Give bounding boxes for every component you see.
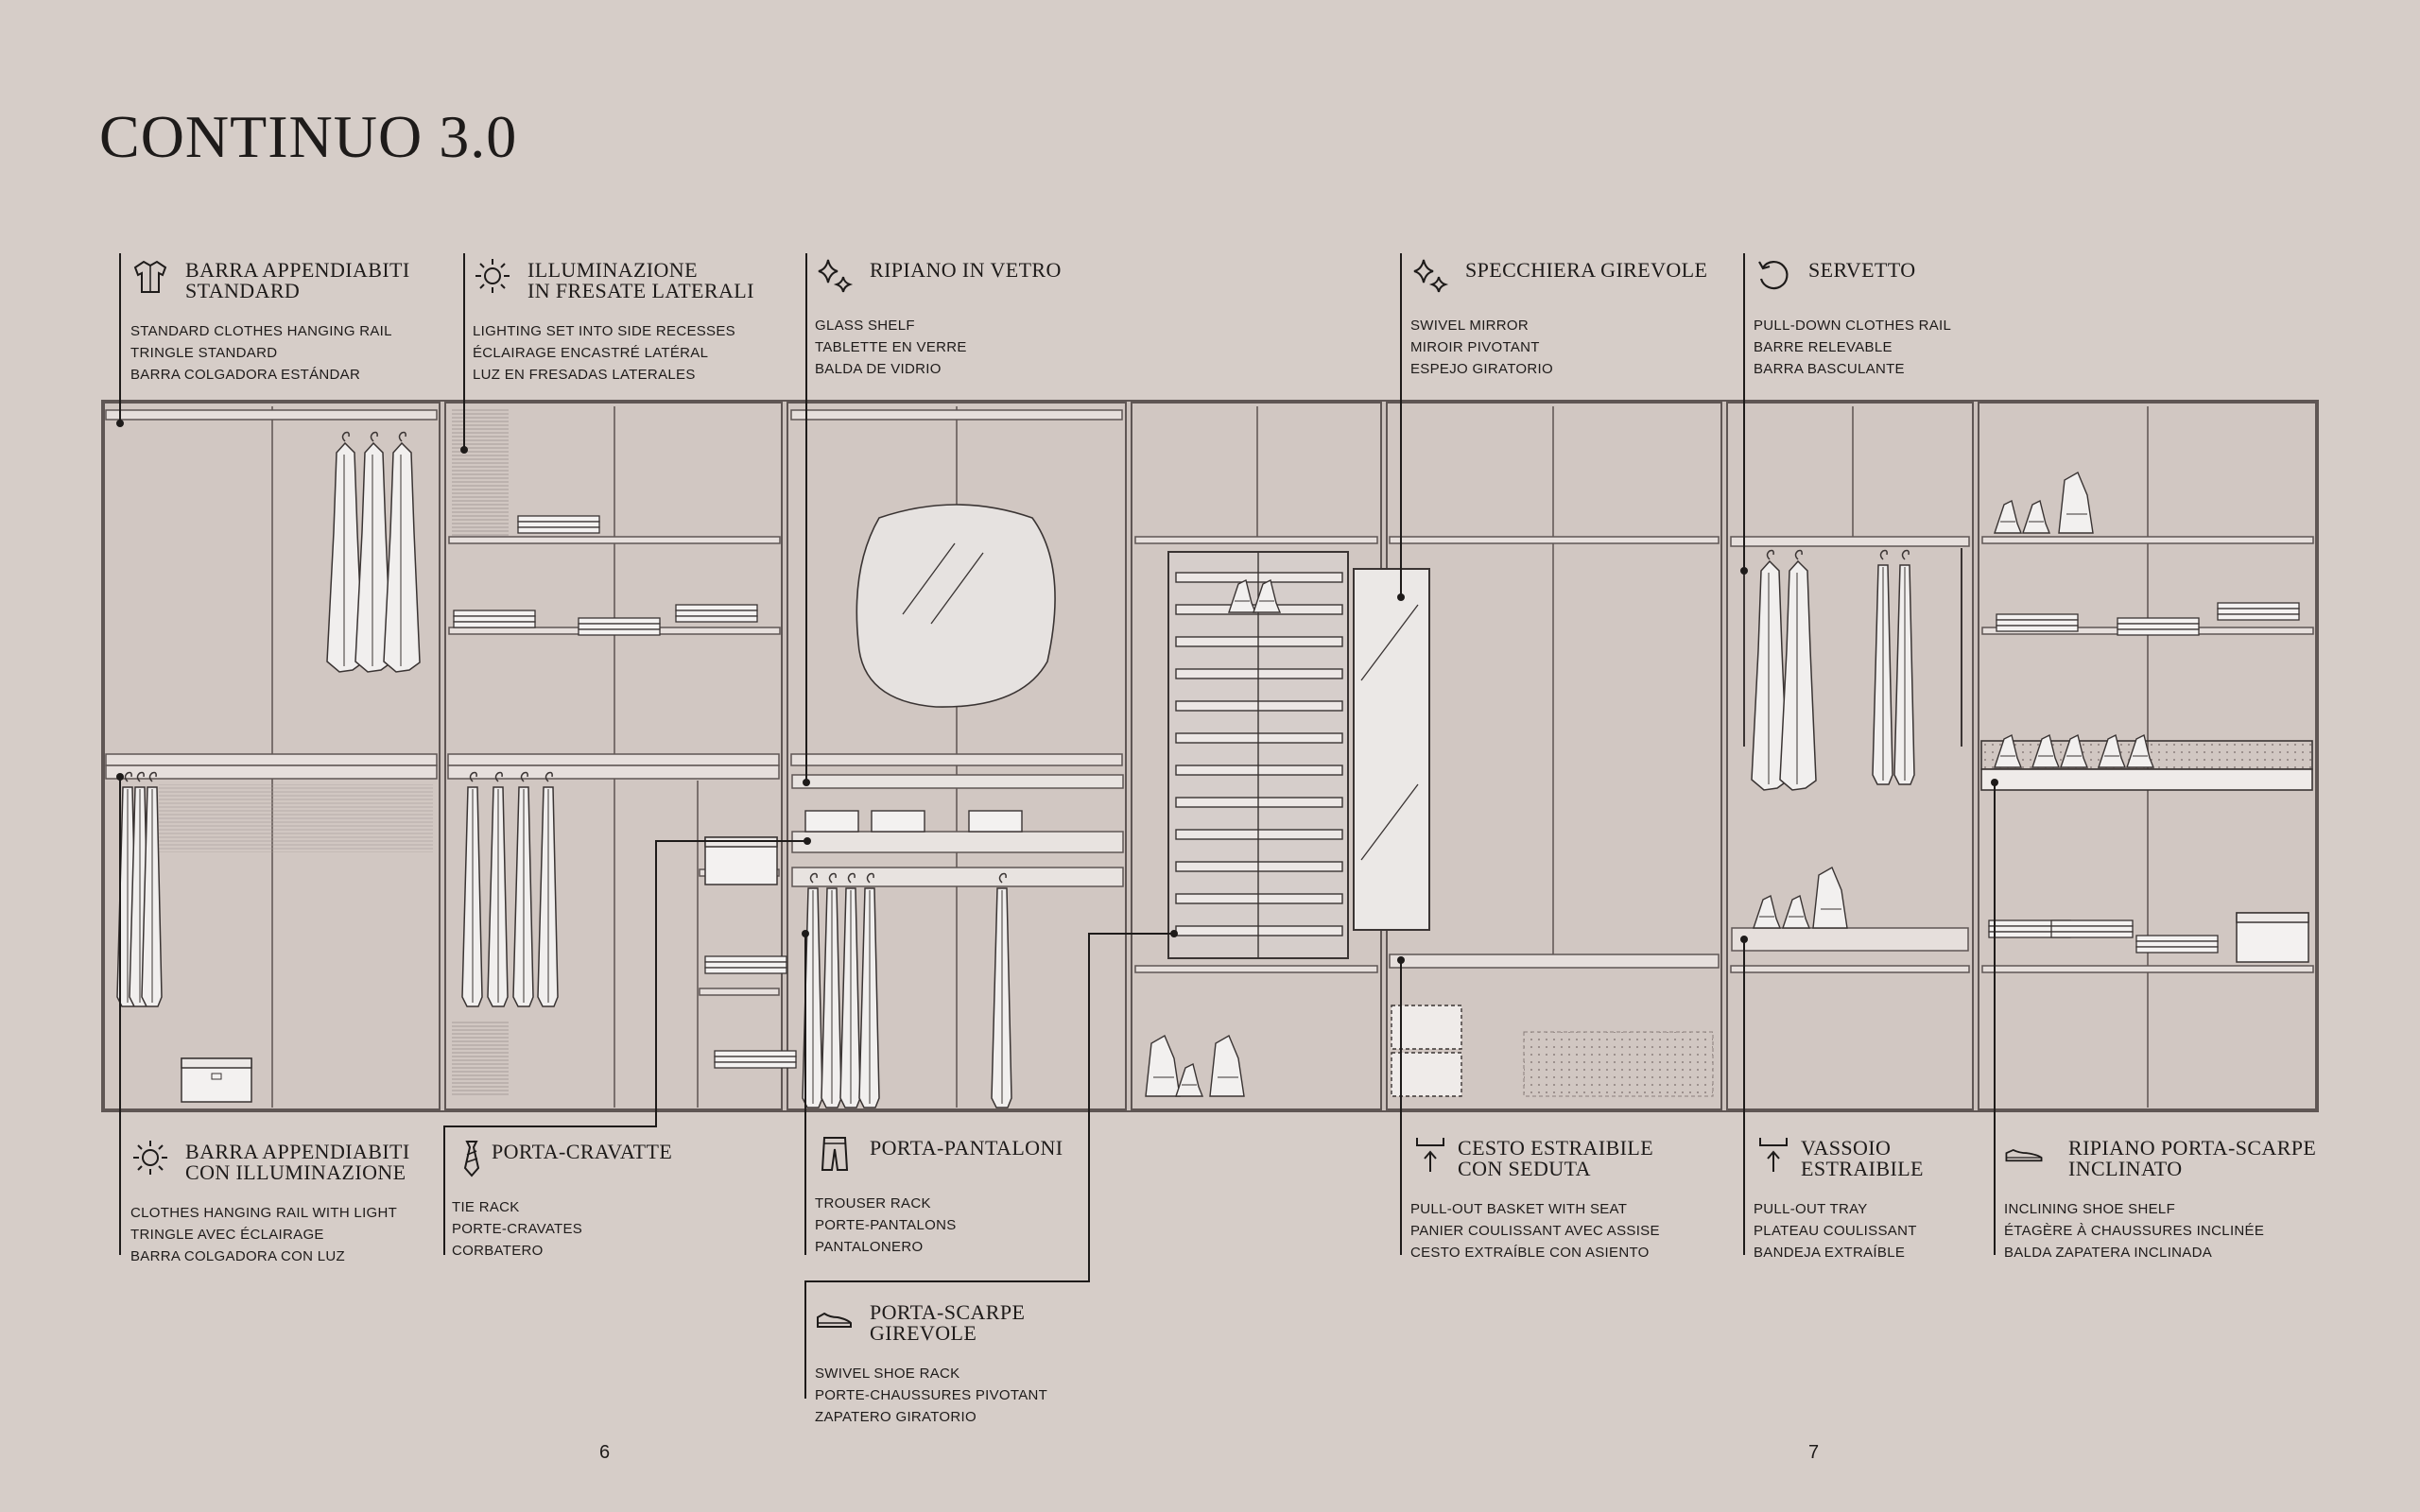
shoe-icon <box>2004 1134 2053 1174</box>
label-swivel-mirror: SPECCHIERA GIREVOLE SWIVEL MIRROR MIROIR PIVOTANT ESPEJO GIRATORIO <box>1410 258 1708 377</box>
rotate-icon <box>1754 256 1793 296</box>
label-trouser-rack: PORTA-PANTALONI TROUSER RACK PORTE-PANTALONS PANTALONERO <box>815 1136 1063 1255</box>
label-standard-rail: BARRA APPENDIABITI STANDARD STANDARD CLOTHES HANGING RAIL TRINGLE STANDARD BARRA COLGADORA ESTÁNDAR <box>130 258 410 383</box>
label-pullout-tray: VASSOIO ESTRAIBILE PULL-OUT TRAY PLATEAU COULISSANT BANDEJA EXTRAÍBLE <box>1754 1136 1924 1261</box>
page-number-right: 7 <box>1808 1442 1820 1463</box>
pullout-icon <box>1754 1134 1786 1174</box>
label-swivel-shoe-rack: PORTA-SCARPE GIREVOLE SWIVEL SHOE RACK PORTE-CHAUSSURES PIVOTANT ZAPATERO GIRATORIO <box>815 1300 1048 1425</box>
shirt-icon <box>130 256 170 296</box>
sparkle-icon <box>1410 256 1450 296</box>
pullout-icon <box>1410 1134 1443 1174</box>
storage-box <box>705 837 777 885</box>
label-servetto: SERVETTO PULL-DOWN CLOTHES RAIL BARRE RELEVABLE BARRA BASCULANTE <box>1754 258 1952 377</box>
label-tie-rack: PORTA-CRAVATTE TIE RACK PORTE-CRAVATES CORBATERO <box>452 1140 673 1259</box>
label-glass-shelf: RIPIANO IN VETRO GLASS SHELF TABLETTE EN VERRE BALDA DE VIDRIO <box>815 258 1062 377</box>
sparkle-icon <box>815 256 855 296</box>
shoe-icon <box>815 1298 855 1338</box>
page-title: CONTINUO 3.0 <box>99 103 518 170</box>
storage-box <box>182 1058 251 1102</box>
label-pullout-basket: CESTO ESTRAIBILE CON SEDUTA PULL-OUT BASKET WITH SEAT PANIER COULISSANT AVEC ASSISE CESTO EXTRAÍBLE CON ASIENTO <box>1410 1136 1660 1261</box>
light-icon <box>473 256 512 296</box>
light-icon <box>130 1138 170 1177</box>
page-number-left: 6 <box>599 1442 611 1463</box>
storage-box <box>2237 913 2308 962</box>
trousers-icon <box>815 1134 855 1174</box>
label-lighting: ILLUMINAZIONE IN FRESATE LATERALI LIGHTING SET INTO SIDE RECESSES ÉCLAIRAGE ENCASTRÉ LATÉRAL LUZ EN FRESADAS LATERALES <box>473 258 754 383</box>
label-inclining-shoe-shelf: RIPIANO PORTA-SCARPE INCLINATO INCLINING SHOE SHELF ÉTAGÈRE À CHAUSSURES INCLINÉE BALDA ZAPATERA INCLINADA <box>2004 1136 2317 1261</box>
label-rail-with-light: BARRA APPENDIABITI CON ILLUMINAZIONE CLOTHES HANGING RAIL WITH LIGHT TRINGLE AVEC ÉCLAIRAGE BARRA COLGADORA CON LUZ <box>130 1140 410 1264</box>
tie-icon <box>452 1138 476 1177</box>
